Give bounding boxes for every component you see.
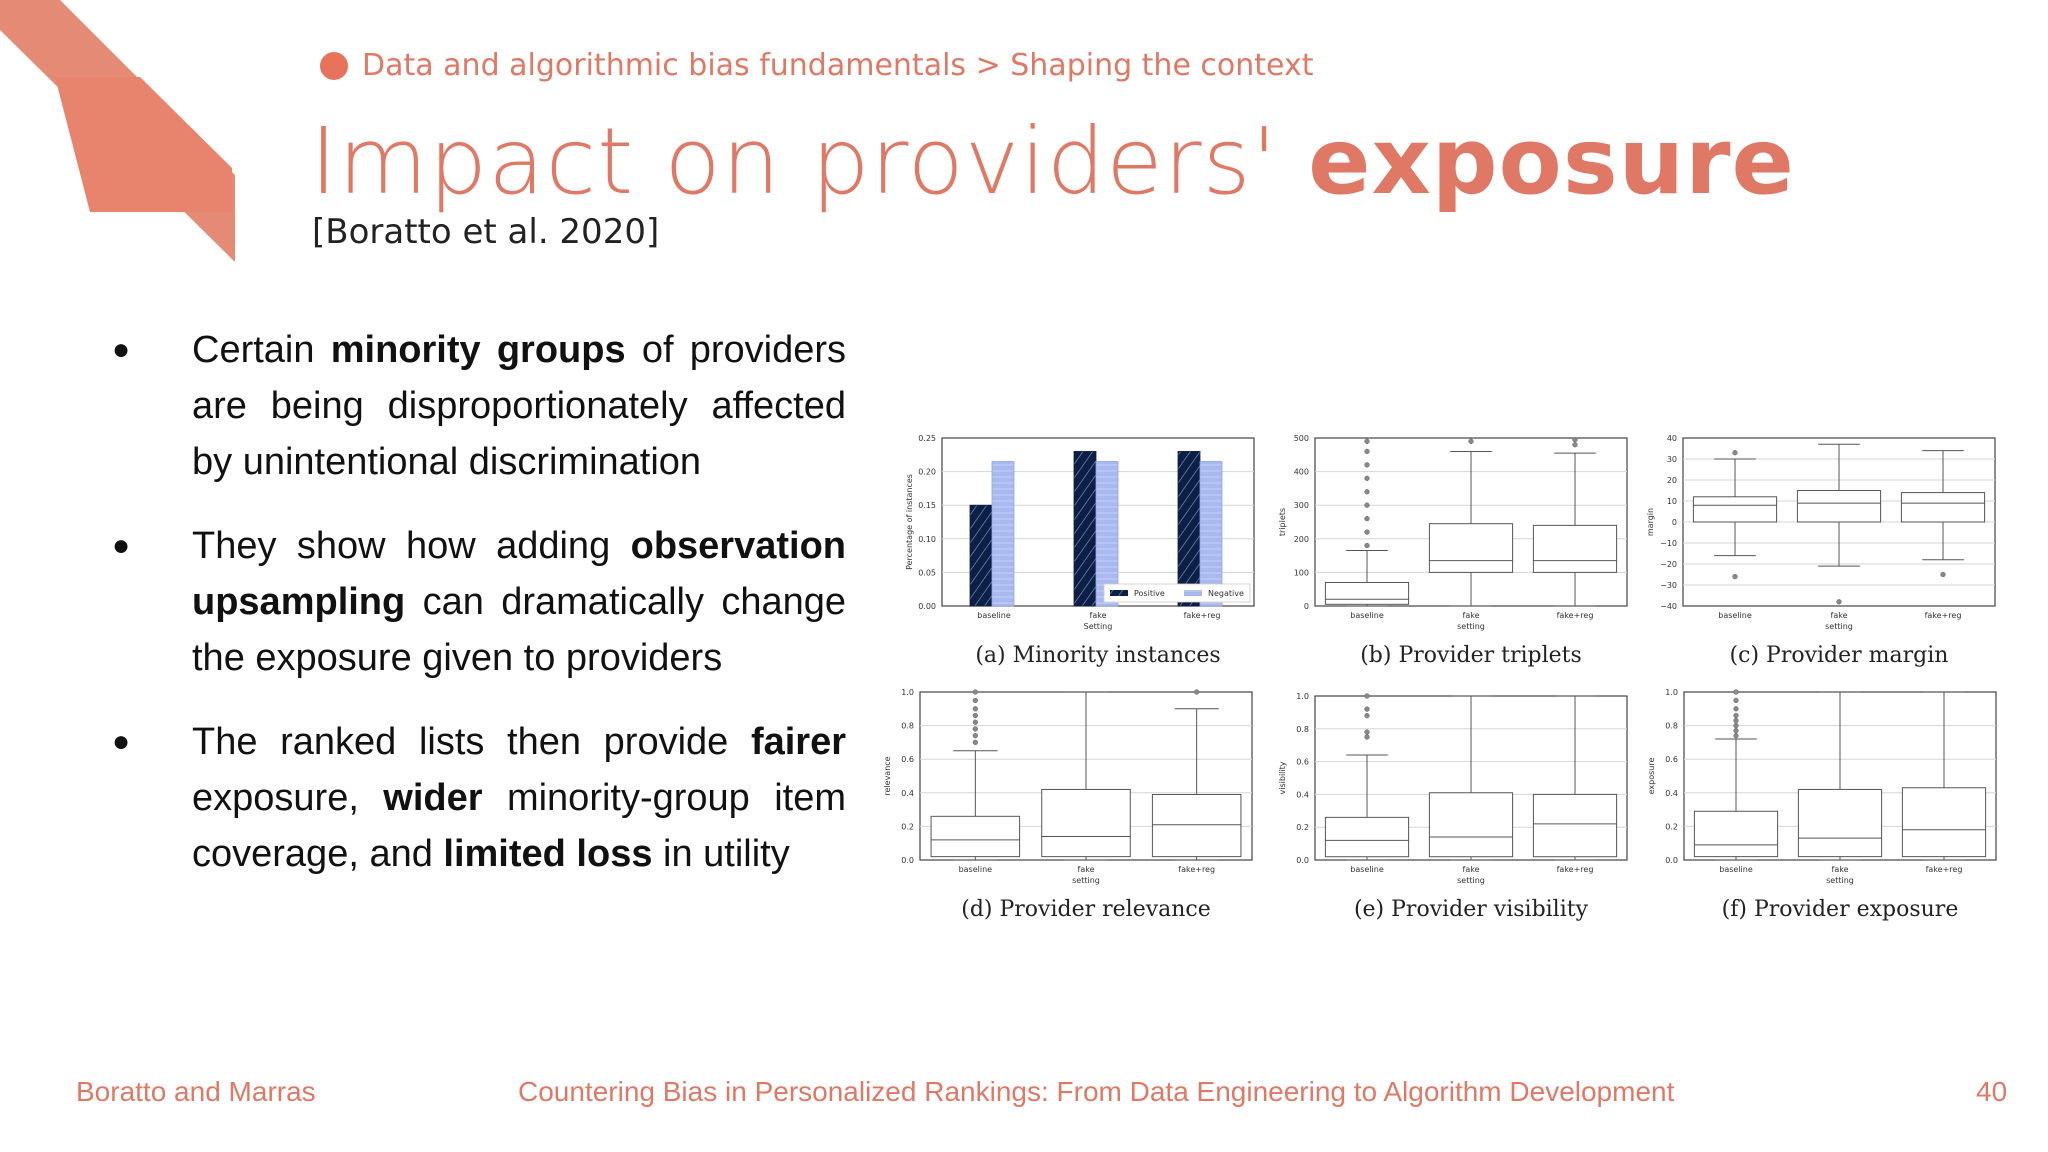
x-tick-label: fake: [1831, 865, 1849, 874]
box-flier: [1365, 707, 1370, 712]
y-tick-label: −10: [1660, 539, 1677, 548]
box-flier: [1734, 733, 1739, 738]
bullet-dot-icon: ●: [112, 529, 131, 562]
text-run: They show how adding: [192, 525, 631, 567]
box-iqr: [1693, 497, 1776, 522]
x-axis-label: setting: [1457, 876, 1485, 885]
figure-caption: (f) Provider exposure: [1721, 897, 1959, 922]
box-iqr: [1325, 817, 1408, 856]
x-tick-label: fake+reg: [1183, 611, 1221, 620]
y-tick-label: 0.10: [918, 534, 936, 544]
y-tick-label: 0: [1303, 602, 1309, 611]
box-flier: [973, 706, 978, 711]
y-axis-label: margin: [1646, 507, 1655, 537]
figure-caption: (b) Provider triplets: [1360, 643, 1582, 668]
y-tick-label: 400: [1293, 467, 1309, 477]
text-run-bold: minority groups: [330, 329, 626, 371]
x-tick-label: fake+reg: [1556, 611, 1594, 620]
figure-grid: [880, 420, 2030, 950]
y-tick-label: 0.20: [918, 467, 936, 477]
box-flier: [1941, 572, 1946, 577]
bullet-dot-icon: ●: [112, 333, 131, 366]
box-flier: [1365, 503, 1370, 508]
bar-positive: [1178, 451, 1200, 606]
x-tick-label: baseline: [1350, 611, 1384, 620]
y-tick-label: 0.8: [1665, 721, 1678, 731]
chart-panel: [1278, 692, 1627, 922]
box-flier: [973, 690, 978, 695]
y-tick-label: 0.4: [1296, 790, 1309, 800]
box-flier: [1734, 718, 1739, 723]
breadcrumb-text: Data and algorithmic bias fundamentals > Shaping the context: [362, 48, 1314, 83]
bullet-text: [192, 518, 846, 686]
y-tick-label: 20: [1666, 476, 1677, 485]
x-axis-label: Setting: [1083, 622, 1113, 631]
y-tick-label: 0.4: [901, 788, 914, 798]
y-tick-label: 40: [1666, 434, 1677, 443]
footer-authors: Boratto and Marras: [76, 1076, 316, 1107]
figure-caption: (e) Provider visibility: [1353, 897, 1589, 922]
y-axis-label: triplets: [1278, 507, 1287, 537]
box-flier: [973, 713, 978, 718]
box-flier: [973, 727, 978, 732]
y-tick-label: 0.00: [918, 602, 936, 611]
text-run: The ranked lists then provide: [192, 721, 751, 763]
y-tick-label: 10: [1666, 497, 1677, 506]
box-flier: [973, 740, 978, 745]
box-flier: [1733, 450, 1738, 455]
box-flier: [1365, 489, 1370, 494]
box-flier: [1365, 449, 1370, 454]
y-tick-label: 0.2: [901, 822, 914, 832]
box-iqr: [1429, 524, 1512, 573]
y-tick-label: 300: [1293, 501, 1309, 511]
box-flier: [1734, 706, 1739, 711]
y-tick-label: −40: [1660, 602, 1677, 611]
y-tick-label: 0.2: [1665, 822, 1678, 832]
chart-panel: [883, 688, 1252, 922]
x-axis-label: setting: [1826, 876, 1854, 885]
box-iqr: [1533, 525, 1616, 572]
box-flier: [1365, 439, 1370, 444]
figure-caption: (d) Provider relevance: [961, 897, 1211, 922]
box-flier: [1365, 530, 1370, 535]
breadcrumb: [320, 48, 1314, 83]
x-tick-label: fake+reg: [1556, 865, 1594, 874]
bullet-dot-icon: ●: [112, 725, 131, 758]
text-run: minority-group item coverage, and: [192, 777, 846, 875]
text-run-bold: observation upsampling: [192, 525, 846, 623]
text-run: exposure,: [192, 777, 384, 819]
box-flier: [1733, 574, 1738, 579]
citation: [Boratto et al. 2020]: [312, 212, 660, 252]
box-flier: [1365, 462, 1370, 467]
bar-positive: [970, 505, 992, 606]
box-iqr: [1042, 789, 1131, 856]
box-flier: [1365, 735, 1370, 740]
y-tick-label: 100: [1293, 568, 1309, 578]
box-iqr: [931, 816, 1020, 856]
box-iqr: [1902, 788, 1985, 857]
y-axis-label: visibility: [1278, 761, 1287, 795]
box-iqr: [1901, 493, 1984, 522]
text-run-bold: wider: [383, 777, 483, 819]
x-tick-label: fake: [1462, 611, 1480, 620]
title-bold: exposure: [1308, 108, 1795, 215]
text-run: in utility: [652, 833, 790, 875]
box-iqr: [1798, 789, 1881, 856]
box-flier: [1365, 516, 1370, 521]
x-tick-label: fake+reg: [1925, 865, 1963, 874]
footer-talk-title: Countering Bias in Personalized Rankings: From Data Engineering to Algorithm Development: [518, 1076, 1675, 1107]
y-tick-label: 1.0: [1296, 692, 1309, 701]
x-tick-label: baseline: [1718, 611, 1752, 620]
y-tick-label: 0.6: [1296, 757, 1309, 767]
box-flier: [973, 698, 978, 703]
y-tick-label: 200: [1293, 534, 1309, 544]
y-tick-label: 0: [1671, 518, 1677, 527]
box-flier: [1469, 439, 1474, 444]
bullet-list: [106, 322, 846, 910]
box-flier: [1837, 599, 1842, 604]
bullet-item: [106, 322, 846, 490]
box-flier: [1365, 694, 1370, 699]
legend-swatch-negative: [1184, 590, 1202, 596]
x-tick-label: baseline: [1719, 865, 1753, 874]
x-tick-label: fake: [1830, 611, 1848, 620]
y-tick-label: 500: [1293, 434, 1309, 443]
y-tick-label: 0.25: [918, 434, 936, 443]
box-iqr: [1797, 491, 1880, 523]
box-flier: [1194, 690, 1199, 695]
page-title: [310, 108, 1795, 215]
y-tick-label: 0.6: [1665, 755, 1678, 765]
box-flier: [1734, 713, 1739, 718]
x-tick-label: baseline: [1350, 865, 1384, 874]
legend-swatch-positive: [1110, 590, 1128, 596]
x-tick-label: fake: [1077, 865, 1095, 874]
box-iqr: [1152, 794, 1241, 856]
x-tick-label: baseline: [977, 611, 1011, 620]
y-tick-label: 30: [1666, 455, 1677, 464]
figure-caption: (a) Minority instances: [975, 643, 1221, 668]
text-run-bold: limited loss: [443, 833, 653, 875]
chart-panel: [905, 434, 1254, 668]
chart-panel: [1646, 434, 1995, 668]
x-tick-label: baseline: [958, 865, 993, 874]
x-tick-label: fake: [1462, 865, 1480, 874]
y-tick-label: 0.0: [901, 856, 914, 865]
text-run-bold: fairer: [750, 721, 846, 763]
y-tick-label: 1.0: [901, 688, 914, 697]
y-axis-label: Percentage of instances: [905, 474, 914, 570]
box-flier: [1365, 713, 1370, 718]
box-flier: [1734, 698, 1739, 703]
y-tick-label: 0.6: [901, 755, 914, 765]
y-tick-label: 1.0: [1665, 688, 1678, 697]
y-tick-label: −30: [1660, 581, 1677, 590]
box-flier: [1573, 437, 1578, 442]
x-axis-label: setting: [1825, 622, 1853, 631]
box-flier: [1365, 476, 1370, 481]
y-tick-label: 0.4: [1665, 788, 1678, 798]
x-axis-label: setting: [1072, 876, 1100, 885]
y-tick-label: 0.0: [1665, 856, 1678, 865]
bar-negative: [992, 462, 1014, 606]
legend-label-negative: Negative: [1208, 589, 1244, 598]
chart-panel: [1278, 434, 1627, 668]
bullet-text: [192, 714, 846, 882]
box-iqr: [1325, 582, 1408, 604]
y-tick-label: 0.8: [1296, 724, 1309, 734]
y-axis-label: relevance: [883, 756, 892, 796]
box-flier: [973, 720, 978, 725]
box-flier: [973, 733, 978, 738]
box-flier: [1734, 723, 1739, 728]
y-tick-label: 0.15: [918, 501, 936, 511]
y-tick-label: 0.8: [901, 721, 914, 731]
corner-decoration: [0, 0, 240, 270]
legend-label-positive: Positive: [1134, 589, 1165, 598]
x-tick-label: fake+reg: [1924, 611, 1962, 620]
y-tick-label: −20: [1660, 560, 1677, 569]
title-regular: Impact on providers': [310, 108, 1278, 215]
breadcrumb-dot-icon: [320, 52, 348, 80]
box-iqr: [1694, 811, 1777, 856]
page-number: 40: [1976, 1076, 2008, 1107]
y-tick-label: 0.0: [1296, 856, 1309, 865]
box-flier: [1734, 728, 1739, 733]
box-iqr: [1533, 794, 1616, 856]
y-axis-label: exposure: [1647, 757, 1656, 795]
bar-positive: [1074, 451, 1096, 606]
box-flier: [1365, 543, 1370, 548]
x-tick-label: fake: [1089, 611, 1107, 620]
box-flier: [1365, 730, 1370, 735]
box-flier: [1734, 690, 1739, 695]
x-axis-label: setting: [1457, 622, 1485, 631]
bullet-item: [106, 714, 846, 882]
text-run: Certain: [192, 329, 331, 371]
box-flier: [1573, 442, 1578, 447]
x-tick-label: fake+reg: [1178, 865, 1216, 874]
bullet-item: [106, 518, 846, 686]
y-tick-label: 0.2: [1296, 823, 1309, 833]
chart-panel: [1647, 688, 1996, 922]
bullet-text: [192, 322, 846, 490]
y-tick-label: 0.05: [918, 568, 936, 578]
figure-caption: (c) Provider margin: [1729, 643, 1949, 668]
text-run: can dramatically change the exposure given to providers: [192, 581, 846, 679]
text-run: of providers are being disproportionately affected by unintentional discrimination: [192, 329, 847, 483]
box-iqr: [1429, 793, 1512, 857]
